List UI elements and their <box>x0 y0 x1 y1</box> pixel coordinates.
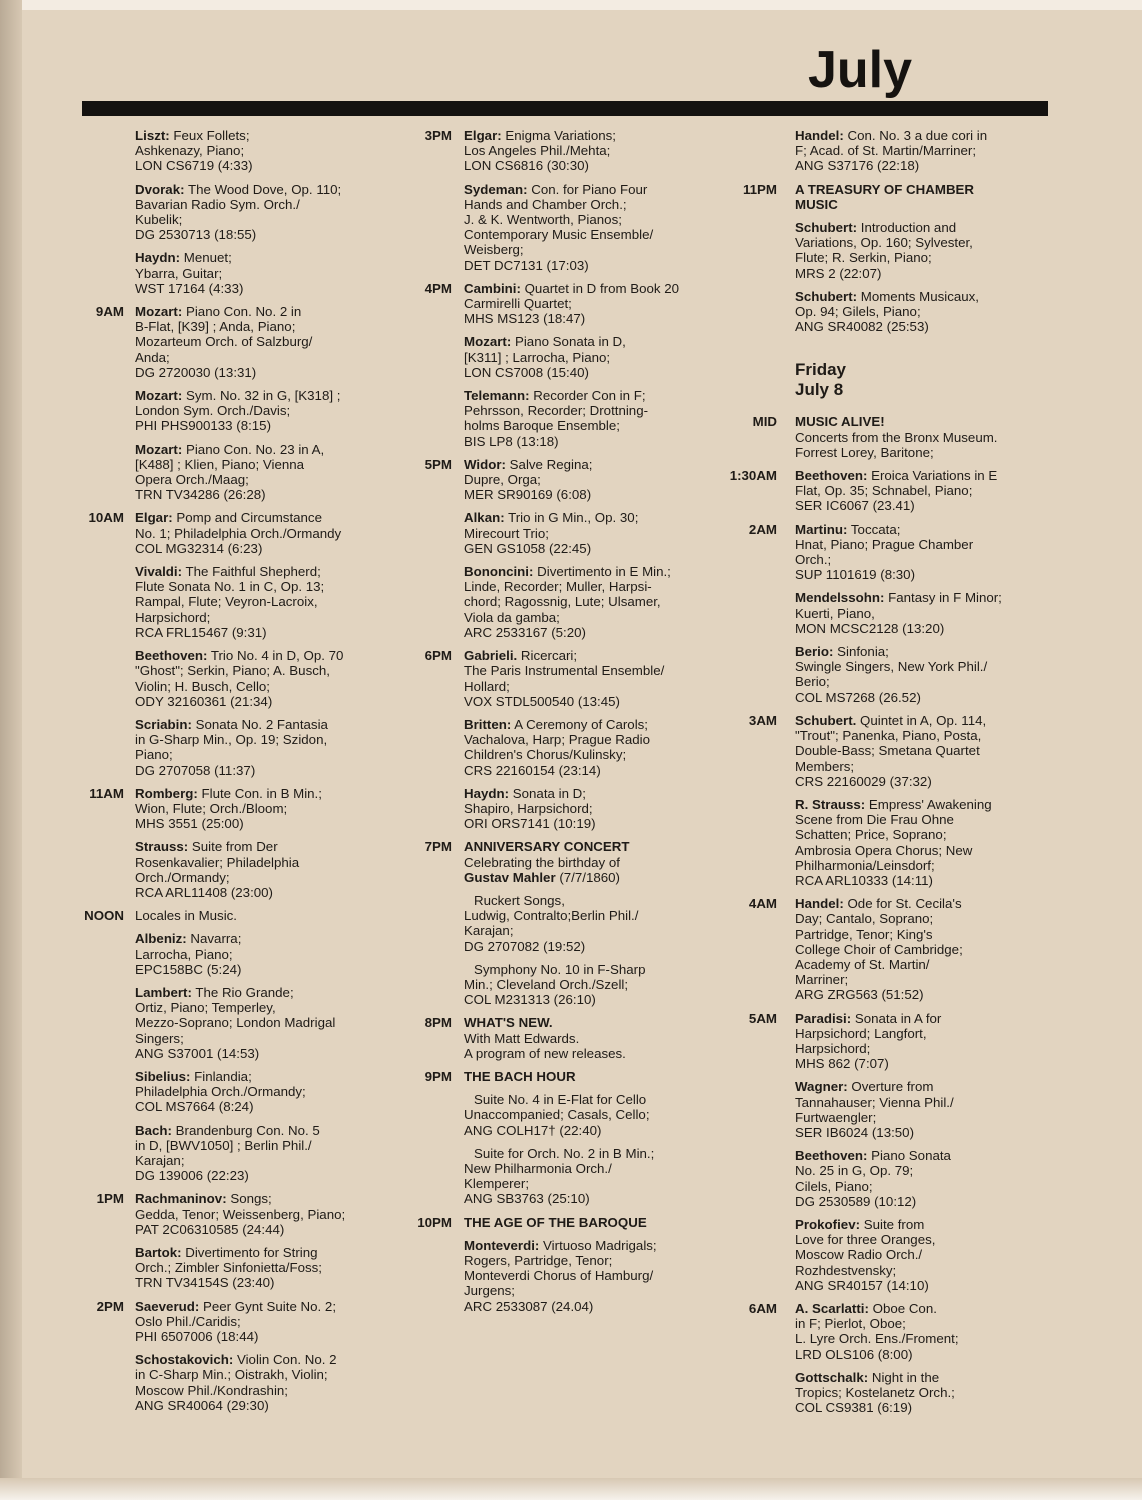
program-entry: Prokofiev: Suite from Love for three Oranges, Moscow Radio Orch./ Rozhdestvensky; ANG SR40157 (14:10) <box>795 1216 936 1293</box>
program-entry: Gabrieli. Ricercari; The Paris Instrumental Ensemble/ Hollard; VOX STDL500540 (13:45) <box>464 648 665 709</box>
program-entry: Martinu: Toccata; Hnat, Piano; Prague Chamber Orch.; SUP 1101619 (8:30) <box>795 521 974 583</box>
time-label: 9AM <box>95 304 124 320</box>
time-slot-mid <box>722 414 1052 460</box>
time-slot-4am <box>722 896 1052 1002</box>
program-entry: Albeniz: Navarra; Larrocha, Piano; EPC158BC (5:24) <box>135 931 242 977</box>
program-entry: Symphony No. 10 in F-Sharp Min.; Cleveland Orch./Szell; COL M231313 (26:10) <box>464 961 646 1008</box>
program-entry: Beethoven: Piano Sonata No. 25 in G, Op. 79; Cilels, Piano; DG 2530589 (10:12) <box>795 1148 951 1209</box>
time-label: MID <box>752 414 777 430</box>
schedule-column-1 <box>80 128 410 1421</box>
page-binding-edge <box>0 0 22 1500</box>
time-label: 5PM <box>424 456 452 472</box>
time-slot-4pm <box>410 281 740 449</box>
program-entry: Elgar: Pomp and Circumstance No. 1; Philadelphia Orch./Ormandy COL MG32314 (6:23) <box>135 510 342 556</box>
time-slot-10am <box>80 510 410 777</box>
program-entry: Dvorak: The Wood Dove, Op. 110; Bavarian Radio Sym. Orch./ Kubelik; DG 2530713 (18:55) <box>135 181 342 243</box>
program-entry: Elgar: Enigma Variations; Los Angeles Phil./Mehta; LON CS6816 (30:30) <box>464 128 616 174</box>
program-entry: Mendelssohn: Fantasy in F Minor; Kuerti, Piano, MON MCSC2128 (13:20) <box>795 590 1002 636</box>
time-label: 5AM <box>748 1010 777 1026</box>
program-entry: Haydn: Menuet; Ybarra, Guitar; WST 17164 (4:33) <box>135 250 244 296</box>
time-slot-2am <box>722 522 1052 705</box>
time-label: 2AM <box>748 521 777 537</box>
program-entry: Schubert: Moments Musicaux, Op. 94; Gilels, Piano; ANG SR40082 (25:53) <box>795 288 979 335</box>
day-name: Friday <box>795 360 847 380</box>
header-rule <box>82 101 1048 116</box>
time-label: 7PM <box>424 839 452 855</box>
program-entry: Paradisi: Sonata in A for Harpsichord; Langfort, Harpsichord; MHS 862 (7:07) <box>795 1010 942 1072</box>
program-entry: MUSIC ALIVE! Concerts from the Bronx Museum. Forrest Lorey, Baritone; <box>795 414 998 460</box>
program-entry: Telemann: Recorder Con in F; Pehrsson, Recorder; Drottning- holms Baroque Ensemble; BIS LP8 (13:18) <box>464 388 649 449</box>
time-label: NOON <box>84 908 124 924</box>
program-entry: A TREASURY OF CHAMBER MUSIC <box>795 181 975 212</box>
program-entry: Widor: Salve Regina; Dupre, Orga; MER SR90169 (6:08) <box>464 456 593 503</box>
program-entry: Alkan: Trio in G Min., Op. 30; Mirecourt Trio; GEN GS1058 (22:45) <box>464 510 639 556</box>
program-entry: Monteverdi: Virtuoso Madrigals; Rogers, Partridge, Tenor; Monteverdi Chorus of Hamburg/ Jurgens; ARC 2533087 (24.04) <box>464 1237 657 1314</box>
program-entry: Britten: A Ceremony of Carols; Vachalova, Harp; Prague Radio Children's Chorus/Kulinsky; CRS 22160154 (23:14) <box>464 716 651 778</box>
program-entry: Lambert: The Rio Grande; Ortiz, Piano; Temperley, Mezzo-Soprano; London Madrigal Singers; ANG S37001 (14:53) <box>135 984 336 1061</box>
program-entry: Beethoven: Eroica Variations in E Flat, Op. 35; Schnabel, Piano; SER IC6067 (23.41) <box>795 468 998 514</box>
program-entry: THE AGE OF THE BAROQUE <box>464 1214 647 1230</box>
time-label: 3AM <box>748 712 777 728</box>
program-entry: Suite for Orch. No. 2 in B Min.; New Philharmonia Orch./ Klemperer; ANG SB3763 (25:10) <box>464 1145 655 1207</box>
time-slot-130am <box>722 468 1052 514</box>
schedule-column-2 <box>410 128 740 1322</box>
program-entry: Saeverud: Peer Gynt Suite No. 2; Oslo Phil./Caridis; PHI 6507006 (18:44) <box>135 1298 337 1345</box>
time-label: 10PM <box>417 1214 452 1230</box>
time-label: 1:30AM <box>729 468 777 484</box>
time-slot-9pm <box>410 1069 740 1207</box>
program-entry: Beethoven: Trio No. 4 in D, Op. 70 "Ghost"; Serkin, Piano; A. Busch, Violin; H. Busch, Cello; ODY 32160361 (21:34) <box>135 648 344 709</box>
program-entry: Gottschalk: Night in the Tropics; Kostelanetz Orch.; COL CS9381 (6:19) <box>795 1369 955 1416</box>
program-entry: Bononcini: Divertimento in E Min.; Linde, Recorder; Muller, Harpsi- chord; Ragossnig, Lute; Ulsamer, Viola da gamba; ARC 2533167 (5:20) <box>464 564 671 640</box>
program-entry: ANNIVERSARY CONCERT Celebrating the birthday of Gustav Mahler (7/7/1860) <box>464 839 630 885</box>
program-entry: Vivaldi: The Faithful Shepherd; Flute Sonata No. 1 in C, Op. 13; Rampal, Flute; Veyron-Lacroix, Harpsichord; RCA FRL15467 (9:31) <box>135 564 325 640</box>
program-entry: Mozart: Piano Con. No. 23 in A, [K488] ; Klien, Piano; Vienna Opera Orch./Maag; TRN TV34286 (26:28) <box>135 441 325 503</box>
time-label: 4PM <box>424 280 452 296</box>
time-label: 11PM <box>742 181 777 197</box>
program-entry: Ruckert Songs, Ludwig, Contralto;Berlin Phil./ Karajan; DG 2707082 (19:52) <box>464 892 639 954</box>
time-slot-noon <box>80 908 410 1183</box>
program-entry: Rachmaninov: Songs; Gedda, Tenor; Weissenberg, Piano; PAT 2C06310585 (24:44) <box>135 1191 346 1237</box>
program-entry: Handel: Con. No. 3 a due cori in F; Acad. of St. Martin/Marriner; ANG S37176 (22:18) <box>795 128 988 174</box>
time-label: 11AM <box>89 785 124 801</box>
time-slot-5pm <box>410 457 740 640</box>
time-slot-9am <box>80 304 410 502</box>
program-entry: WHAT'S NEW. With Matt Edwards. A program of new releases. <box>464 1015 626 1061</box>
program-entry: Bartok: Divertimento for String Orch.; Zimbler Sinfonietta/Foss; TRN TV34154S (23:40) <box>135 1245 322 1291</box>
program-entry: Wagner: Overture from Tannahauser; Vienna Phil./ Furtwaengler; SER IB6024 (13:50) <box>795 1079 954 1140</box>
day-date: July 8 <box>795 380 844 400</box>
program-entry: Bach: Brandenburg Con. No. 5 in D, [BWV1050] ; Berlin Phil./ Karajan; DG 139006 (22:23) <box>135 1122 320 1184</box>
program-entry: Haydn: Sonata in D; Shapiro, Harpsichord; ORI ORS7141 (10:19) <box>464 785 596 832</box>
program-entry: Strauss: Suite from Der Rosenkavalier; Philadelphia Orch./Ormandy; RCA ARL11408 (23:00) <box>135 839 300 900</box>
time-label: 6PM <box>424 648 452 664</box>
program-entry: Schubert: Introduction and Variations, Op. 160; Sylvester, Flute; R. Serkin, Piano; MRS 2 (22:07) <box>795 220 973 281</box>
program-entry: R. Strauss: Empress' Awakening Scene from Die Frau Ohne Schatten; Price, Soprano; Ambrosia Opera Chorus; New Philharmonia/Leinsdorf; RCA ARL10333 (14:11) <box>795 796 992 888</box>
time-slot-11am <box>80 786 410 900</box>
program-entry: Sibelius: Finlandia; Philadelphia Orch./Ormandy; COL MS7664 (8:24) <box>135 1068 306 1115</box>
program-entry: Cambini: Quartet in D from Book 20 Carmirelli Quartet; MHS MS123 (18:47) <box>464 280 680 327</box>
program-entry: Handel: Ode for St. Cecila's Day; Cantalo, Soprano; Partridge, Tenor; King's College Choir of Cambridge; Academy of St. Martin/ Marriner; ARG ZRG563 (51:52) <box>795 896 963 1003</box>
time-slot-6am <box>722 1301 1052 1415</box>
time-label: 10AM <box>88 510 124 526</box>
program-entry: Sydeman: Con. for Piano Four Hands and Chamber Orch.; J. & K. Wentworth, Pianos; Contemporary Music Ensemble/ Weisberg; DET DC7131 (17:03) <box>464 181 654 273</box>
program-entry: THE BACH HOUR <box>464 1068 576 1084</box>
time-slot-6pm <box>410 648 740 831</box>
program-entry: Schostakovich: Violin Con. No. 2 in C-Sharp Min.; Oistrakh, Violin; Moscow Phil./Kondrashin; ANG SR40064 (29:30) <box>135 1352 337 1413</box>
time-slot-2pm <box>80 1299 410 1413</box>
time-label: 9PM <box>424 1068 452 1084</box>
program-entry: Berio: Sinfonia; Swingle Singers, New York Phil./ Berio; COL MS7268 (26.52) <box>795 644 988 705</box>
program-entry: Mozart: Piano Sonata in D, [K311] ; Larrocha, Piano; LON CS7008 (15:40) <box>464 334 626 380</box>
program-entry: A. Scarlatti: Oboe Con. in F; Pierlot, Oboe; L. Lyre Orch. Ens./Froment; LRD OLS106 (8:00) <box>795 1301 959 1362</box>
page-top-edge <box>0 0 1142 10</box>
page-bottom-edge <box>0 1478 1142 1500</box>
program-entry: Mozart: Piano Con. No. 2 in B-Flat, [K39] ; Anda, Piano; Mozarteum Orch. of Salzburg/ Anda; DG 2720030 (13:31) <box>135 304 313 380</box>
page-title: July <box>807 41 913 99</box>
program-entry: Suite No. 4 in E-Flat for Cello Unaccompanied; Casals, Cello; ANG COLH17† (22:40) <box>464 1092 650 1138</box>
day-heading <box>795 360 1052 400</box>
time-label: 3PM <box>424 128 452 143</box>
program-entry: Mozart: Sym. No. 32 in G, [K318] ; London Sym. Orch./Davis; PHI PHS900133 (8:15) <box>135 388 341 434</box>
program-entry: Liszt: Feux Follets; Ashkenazy, Piano; LON CS6719 (4:33) <box>135 128 253 174</box>
time-slot-1pm <box>80 1191 410 1290</box>
program-entry: Schubert. Quintet in A, Op. 114, "Trout"; Panenka, Piano, Posta, Double-Bass; Smetana Quartet Members; CRS 22160029 (37:32) <box>795 712 987 789</box>
program-entry: Locales in Music. <box>135 908 237 924</box>
time-label: 2PM <box>96 1298 124 1314</box>
time-label: 6AM <box>748 1301 777 1316</box>
time-slot-3am <box>722 713 1052 888</box>
time-slot-11pm <box>722 182 1052 335</box>
time-slot-10pm <box>410 1215 740 1314</box>
time-slot-7pm <box>410 839 740 1007</box>
program-entry: Romberg: Flute Con. in B Min.; Wion, Flute; Orch./Bloom; MHS 3551 (25:00) <box>135 785 322 832</box>
time-label: 1PM <box>96 1191 124 1207</box>
time-slot-8pm <box>410 1015 740 1061</box>
program-entry: Scriabin: Sonata No. 2 Fantasia in G-Sharp Min., Op. 19; Szidon, Piano; DG 2707058 (11:37) <box>135 716 328 778</box>
time-label: 8PM <box>424 1015 452 1031</box>
schedule-column-3 <box>722 128 1052 1423</box>
time-slot-5am <box>722 1011 1052 1293</box>
time-slot-3pm <box>410 128 740 273</box>
time-label: 4AM <box>748 896 777 912</box>
